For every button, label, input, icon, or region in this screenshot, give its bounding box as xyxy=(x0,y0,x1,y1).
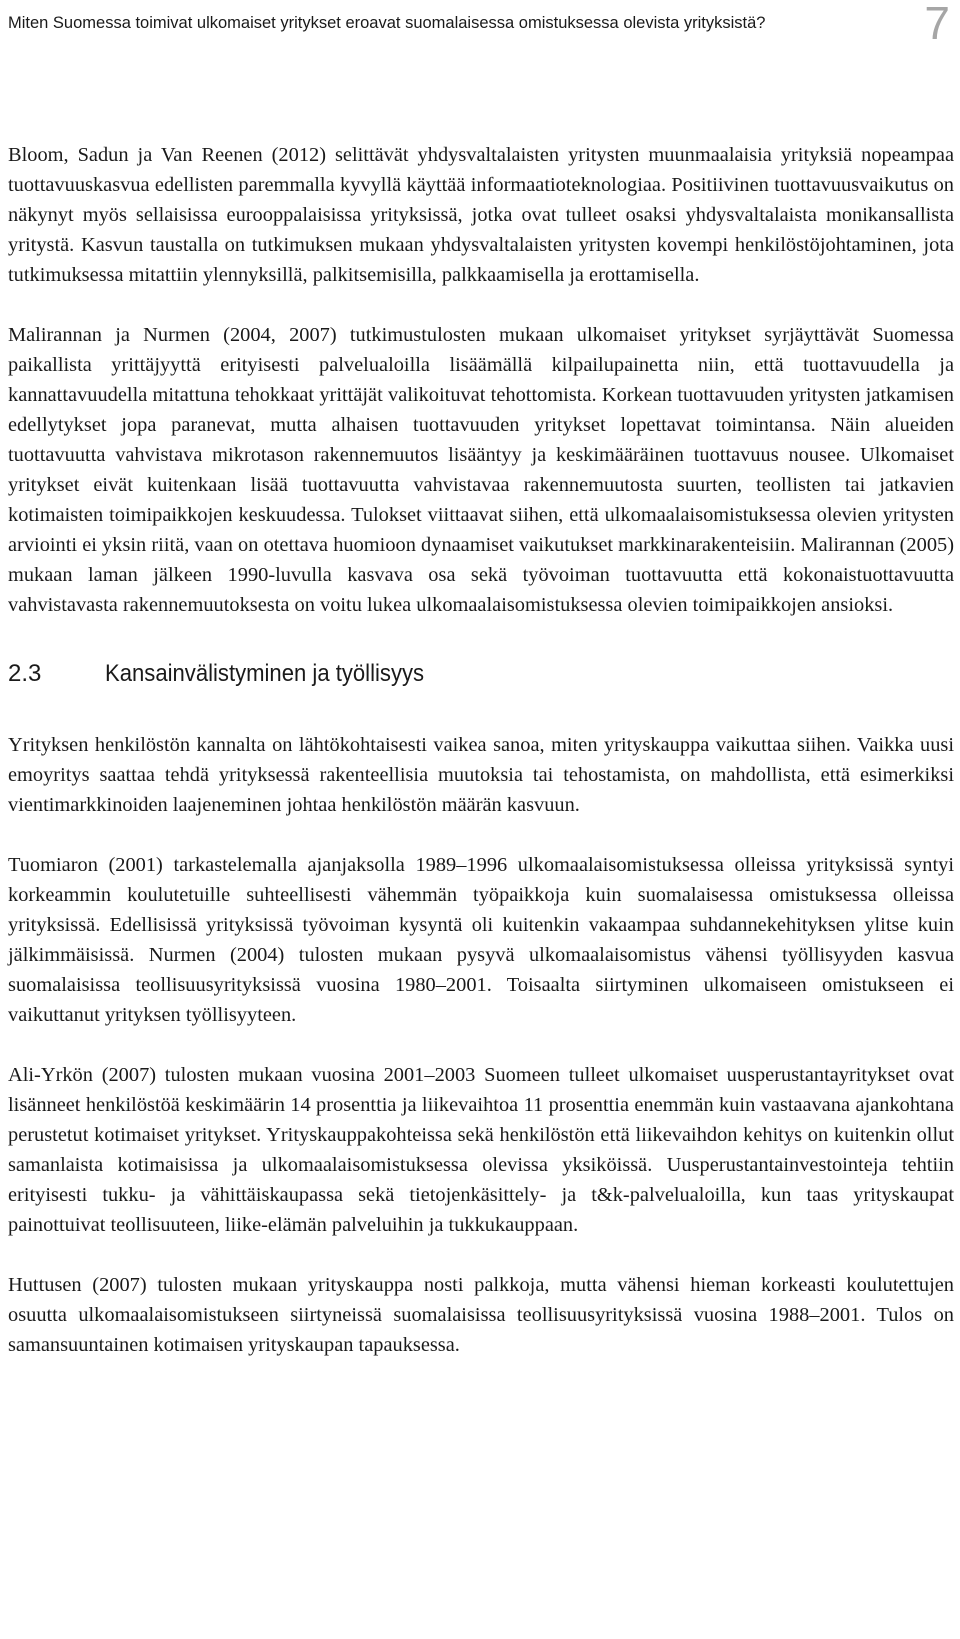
paragraph: Bloom, Sadun ja Van Reenen (2012) selittävät yhdysvaltalaisten yritysten muunmaalaisia yrityksiä nopeampaa tuottavuuskasvua edellisten paremmalla kyvyllä käyttää informaatioteknologiaa. Positiivinen tuottavuusvaikutus on näkynyt myös sellaisissa eurooppalaisissa yrityksissä, jotka ovat tulleet osaksi yhdysvaltalaista monikansallista yritystä. Kasvun taustalla on tutkimuksen mukaan yhdysvaltalaisten yritysten kovempi henkilöstöjohtaminen, jota tutkimuksessa mitattiin ylennyksillä, palkitsemisilla, palkkaamisella ja erottamisella. xyxy=(8,144,954,286)
paragraph: Ali-Yrkön (2007) tulosten mukaan vuosina 2001–2003 Suomeen tulleet ulkomaiset uusperustantayritykset ovat lisänneet henkilöstöä keskimäärin 14 prosenttia ja liikevaihtoa 11 prosenttia enemmän kuin vastaavana ajankohtana perustetut kotimaiset yritykset. Yrityskauppakohteissa sekä henkilöstön että liikevaihdon kehitys on kuitenkin ollut samanlaista kotimaisissa ja ulkomaalaisomistuksessa olevissa yksiköissä. Uusperustantainvestointeja tehtiin erityisesti tukku- ja vähittäiskaupassa sekä tietojenkäsittely- ja t&k-palvelualoilla, kun taas yrityskaupat painottuivat teollisuuteen, liike-elämän palveluihin ja tukkukauppaan. xyxy=(8,1064,954,1236)
paragraph: Tuomiaron (2001) tarkastelemalla ajanjaksolla 1989–1996 ulkomaalaisomistuksessa olleissa yrityksissä syntyi korkeammin koulutetuille suhteellisesti vähemmän työpaikkoja kuin suomalaisessa omistuksessa olleissa yrityksissä. Edellisissä yrityksissä työvoiman kysyntä oli kuitenkin vakaampaa suhdannekehityksen ylitse kuin jälkimmäisissä. Nurmen (2004) tulosten mukaan pysyvä ulkomaalaisomistus vähensi työllisyyden kasvua suomalaisissa teollisuusyrityksissä vuosina 1980–2001. Toisaalta siirtyminen ulkomaiseen omistukseen ei vaikuttanut yrityksen työllisyyteen. xyxy=(8,854,954,1026)
running-header xyxy=(8,0,950,49)
running-header-title: Miten Suomessa toimivat ulkomaiset yritykset eroavat suomalaisessa omistuksessa olevista yrityksistä? xyxy=(8,14,766,32)
section-heading xyxy=(8,654,954,694)
section-title: Kansainvälistyminen ja työllisyys xyxy=(105,660,425,687)
page-number: 7 xyxy=(924,0,950,49)
paragraph: Yrityksen henkilöstön kannalta on lähtökohtaisesti vaikea sanoa, miten yrityskauppa vaikuttaa siihen. Vaikka uusi emoyritys saattaa tehdä yrityksessä rakenteellisia muutoksia tai tehostamista, on mahdollista, että esimerkiksi vientimarkkinoiden laajeneminen johtaa henkilöstön määrän kasvuun. xyxy=(8,734,954,816)
section-number: 2.3 xyxy=(8,660,42,687)
paragraph: Malirannan ja Nurmen (2004, 2007) tutkimustulosten mukaan ulkomaiset yritykset syrjäyttävät Suomessa paikallista yrittäjyyttä erityisesti palvelualoilla lisäämällä kilpailupainetta niin, että tuottavuudella ja kannattavuudella mitattuna tehokkaat yrittäjät valikoituvat tehottomista. Korkean tuottavuuden yritysten jatkamisen edellytykset jopa paranevat, mutta alhaisen tuottavuuden yritykset lopettavat toimintansa. Näin alueiden tuottavuutta vahvistava mikrotason rakennemuutos lisääntyy ja keskimääräinen tuottavuus nousee. Ulkomaiset yritykset eivät kuitenkaan lisää tuottavuutta vahvistavaa rakennemuutosta suurten, teollisten tai jatkavien kotimaisten toimipaikkojen keskuudessa. Tulokset viittaavat siihen, että ulkomaalaisomistuksessa olevien yritysten arviointi ei yksin riitä, vaan on otettava huomioon dynaamiset vaikutukset markkinarakenteisiin. Malirannan (2005) mukaan laman jälkeen 1990-luvulla kasvava osa sekä työvoiman tuottavuutta että kokonaistuottavuutta vahvistavasta rakennemuutoksesta on voitu lukea ulkomaalaisomistuksessa olevien toimipaikkojen ansioksi. xyxy=(8,324,954,616)
document-body xyxy=(8,140,954,1390)
paragraph: Huttusen (2007) tulosten mukaan yrityskauppa nosti palkkoja, mutta vähensi hieman korkeasti koulutettujen osuutta ulkomaalaisomistukseen siirtyneissä suomalaisissa teollisuusyrityksissä vuosina 1988–2001. Tulos on samansuuntainen kotimaisen yrityskaupan tapauksessa. xyxy=(8,1274,954,1356)
